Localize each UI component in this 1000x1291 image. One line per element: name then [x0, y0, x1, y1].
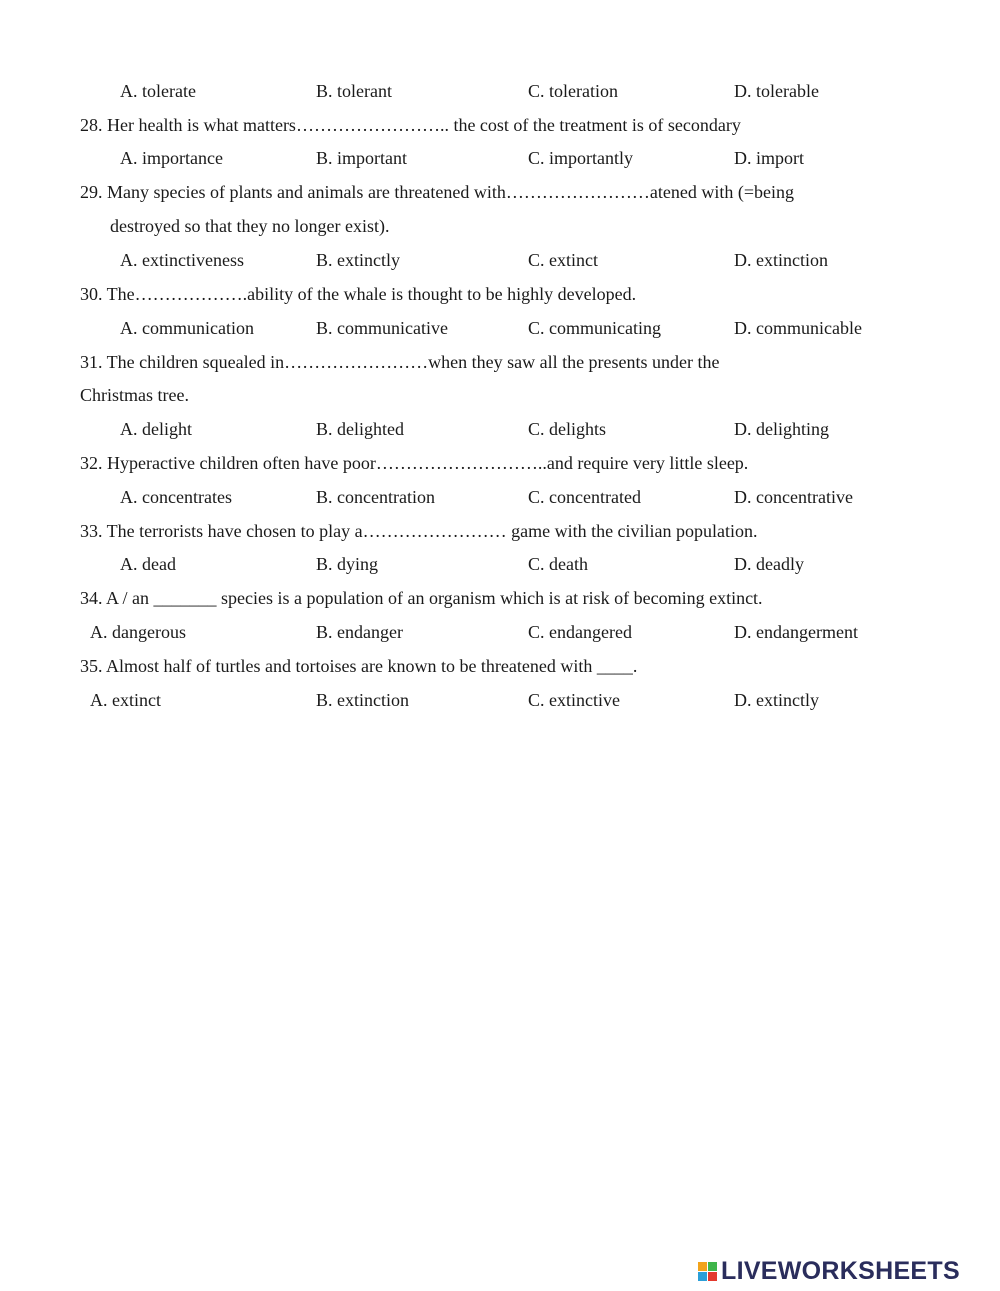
q30-option-b: B. communicative	[316, 318, 448, 338]
q30-option-a: A. communication	[120, 318, 254, 338]
q27-option-a: A. tolerate	[120, 81, 196, 101]
q33-question: 33. The terrorists have chosen to play a…………………… game with the civilian population.	[80, 521, 758, 541]
q31-option-b: B. delighted	[316, 419, 404, 439]
q28-option-a: A. importance	[120, 148, 223, 168]
liveworksheets-logo-text: LIVEWORKSHEETS	[721, 1256, 960, 1285]
q28-question: 28. Her health is what matters…………………….. the cost of the treatment is of secondary	[80, 115, 741, 135]
q35-option-a: A. extinct	[90, 690, 161, 710]
q32-option-d: D. concentrative	[734, 487, 853, 507]
logo-square-l	[698, 1262, 707, 1271]
liveworksheets-logo	[698, 1256, 960, 1286]
q31-option-c: C. delights	[528, 419, 607, 439]
q33-option-d: D. deadly	[734, 554, 804, 574]
q31-question: 31. The children squealed in……………………when they saw all the presents under the	[80, 352, 720, 372]
q29-question-cont: destroyed so that they no longer exist).	[110, 216, 390, 236]
q32-option-c: C. concentrated	[528, 487, 641, 507]
q34-option-b: B. endanger	[316, 622, 403, 642]
q27-option-d: D. tolerable	[734, 81, 819, 101]
q28-option-c: C. importantly	[528, 148, 633, 168]
logo-square-e	[708, 1272, 717, 1281]
q29-option-a: A. extinctiveness	[120, 250, 244, 270]
q35-option-c: C. extinctive	[528, 690, 620, 710]
q29-option-d: D. extinction	[734, 250, 828, 270]
q34-option-c: C. endangered	[528, 622, 632, 642]
q29-option-c: C. extinct	[528, 250, 598, 270]
q29-option-b: B. extinctly	[316, 250, 400, 270]
logo-square-v	[698, 1272, 707, 1281]
q30-question: 30. The……………….ability of the whale is thought to be highly developed.	[80, 284, 637, 304]
q28-option-d: D. import	[734, 148, 804, 168]
q27-option-c: C. toleration	[528, 81, 618, 101]
logo-square-i	[708, 1262, 717, 1271]
q31-option-d: D. delighting	[734, 419, 829, 439]
q32-option-a: A. concentrates	[120, 487, 232, 507]
q34-option-d: D. endangerment	[734, 622, 858, 642]
q35-option-b: B. extinction	[316, 690, 409, 710]
q33-option-b: B. dying	[316, 554, 379, 574]
q30-option-d: D. communicable	[734, 318, 862, 338]
q27-option-b: B. tolerant	[316, 81, 392, 101]
q30-option-c: C. communicating	[528, 318, 661, 338]
q31-option-a: A. delight	[120, 419, 192, 439]
q35-question: 35. Almost half of turtles and tortoises are known to be threatened with ____.	[80, 656, 638, 676]
q31-question-cont: Christmas tree.	[80, 385, 189, 405]
q29-question: 29. Many species of plants and animals are threatened with……………………atened with (=being	[80, 182, 794, 202]
liveworksheets-logo-mark	[698, 1262, 717, 1281]
q28-option-b: B. important	[316, 148, 407, 168]
q32-question: 32. Hyperactive children often have poor………………………..and require very little sleep.	[80, 453, 749, 473]
q34-option-a: A. dangerous	[90, 622, 186, 642]
q35-option-d: D. extinctly	[734, 690, 819, 710]
q32-option-b: B. concentration	[316, 487, 435, 507]
q33-option-a: A. dead	[120, 554, 176, 574]
q34-question: 34. A / an _______ species is a population of an organism which is at risk of becoming extinct.	[80, 588, 763, 608]
q33-option-c: C. death	[528, 554, 588, 574]
